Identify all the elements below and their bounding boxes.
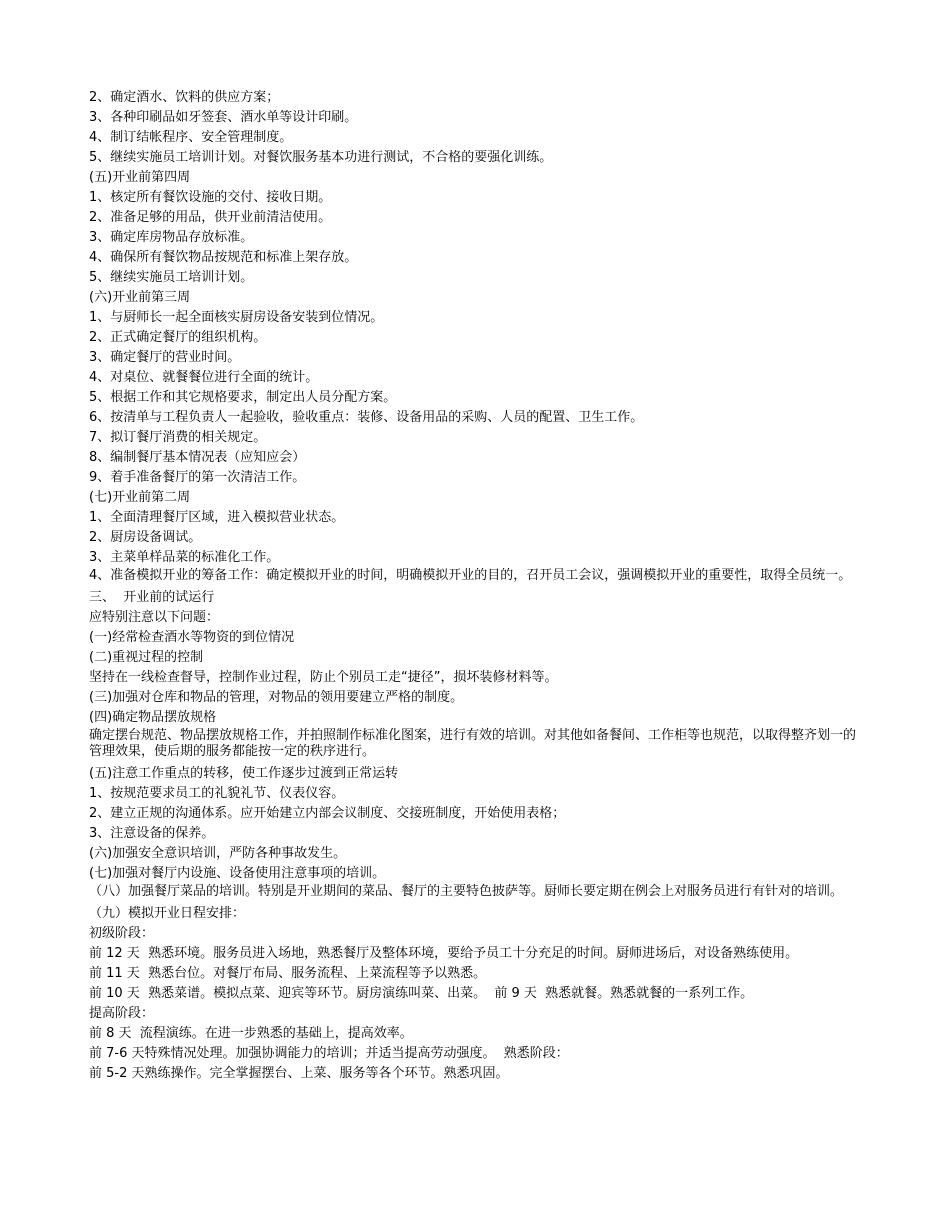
text-line: 前 7-6 天特殊情况处理。加强协调能力的培训；并适当提高劳动强度。 熟悉阶段： (89, 1046, 569, 1061)
section-heading: (七)加强对餐厅内设施、设备使用注意事项的培训。 (89, 866, 386, 881)
text-paragraph: （八）加强餐厅菜品的培训。特别是开业期间的菜品、餐厅的主要特色披萨等。厨师长要定期在例会上对服务员进行有针对的培训。 (89, 884, 844, 899)
text-paragraph: 前 12 天 熟悉环境。服务员进入场地，熟悉餐厅及整体环境，要给予员工十分充足的时间。厨师进场后，对设备熟练使用。 (89, 946, 799, 961)
section-heading: (六)加强安全意识培训，严防各种事故发生。 (89, 846, 347, 861)
text-line: 5、继续实施员工培训计划。 (89, 270, 254, 285)
section-heading: (六)开业前第三周 (89, 290, 191, 305)
text-line: 前 5-2 天熟练操作。完全掌握摆台、上菜、服务等各个环节。熟悉巩固。 (89, 1066, 509, 1081)
text-line: 5、继续实施员工培训计划。对餐饮服务基本功进行测试，不合格的要强化训练。 (89, 150, 553, 165)
text-line: 3、确定库房物品存放标准。 (89, 230, 254, 245)
text-line: 1、与厨师长一起全面核实厨房设备安装到位情况。 (89, 310, 384, 325)
text-line: 9、着手准备餐厅的第一次清洁工作。 (89, 470, 306, 485)
text-line: 4、制订结帐程序、安全管理制度。 (89, 130, 293, 145)
text-line: 7、拟订餐厅消费的相关规定。 (89, 430, 267, 445)
text-line: 1、核定所有餐饮设施的交付、接收日期。 (89, 190, 332, 205)
text-line: 2、建立正规的沟通体系。应开始建立内部会议制度、交接班制度，开始使用表格； (89, 806, 566, 821)
text-line: 2、厨房设备调试。 (89, 530, 202, 545)
section-heading: (二)重视过程的控制 (89, 650, 204, 665)
text-line: 6、按清单与工程负责人一起验收，验收重点：装修、设备用品的采购、人员的配置、卫生工作。 (89, 410, 644, 425)
text-line: 3、注意设备的保养。 (89, 826, 215, 841)
text-line: 3、各种印刷品如牙签套、酒水单等设计印刷。 (89, 110, 358, 125)
text-line: 坚持在一线检查督导，控制作业过程，防止个别员工走“捷径”，损坏装修材料等。 (89, 670, 558, 685)
text-line: 应特别注意以下问题： (89, 610, 220, 625)
section-heading: (七)开业前第二周 (89, 490, 191, 505)
section-heading: (三)加强对仓库和物品的管理，对物品的领用要建立严格的制度。 (89, 690, 464, 705)
text-line: 8、编制餐厅基本情况表（应知应会） (89, 450, 306, 465)
text-line: 4、对桌位、就餐餐位进行全面的统计。 (89, 370, 319, 385)
text-line: 5、根据工作和其它规格要求，制定出人员分配方案。 (89, 390, 397, 405)
text-line: 4、确保所有餐饮物品按规范和标准上架存放。 (89, 250, 358, 265)
text-line: 1、全面清理餐厅区域，进入模拟营业状态。 (89, 510, 345, 525)
text-line: 2、确定酒水、饮料的供应方案； (89, 90, 280, 105)
text-paragraph: 确定摆台规范、物品摆放规格工作，并拍照制作标准化图案，进行有效的培训。对其他如备餐间、工作柜等也规范，以取得整齐划一的管理效果，使后期的服务都能按一定的秩序进行。 (89, 728, 857, 759)
section-heading: (四)确定物品摆放规格 (89, 710, 217, 725)
document-body (89, 88, 861, 1084)
text-line: 前 10 天 熟悉菜谱。模拟点菜、迎宾等环节。厨房演练叫菜、出菜。 前 9 天 熟悉就餐。熟悉就餐的一系列工作。 (89, 986, 754, 1001)
text-line: 前 8 天 流程演练。在进一步熟悉的基础上，提高效率。 (89, 1026, 413, 1041)
section-heading: （九）模拟开业日程安排： (89, 906, 246, 921)
text-line: 初级阶段： (89, 926, 155, 941)
text-line: 3、主菜单样品菜的标准化工作。 (89, 550, 280, 565)
text-line: 3、确定餐厅的营业时间。 (89, 350, 241, 365)
text-line: 提高阶段： (89, 1006, 155, 1021)
text-line: 1、按规范要求员工的礼貌礼节、仪表仪容。 (89, 786, 345, 801)
text-line: 前 11 天 熟悉台位。对餐厅布局、服务流程、上菜流程等予以熟悉。 (89, 966, 487, 981)
section-heading: (一)经常检查酒水等物资的到位情况 (89, 630, 295, 645)
text-line: 2、准备足够的用品，供开业前清洁使用。 (89, 210, 332, 225)
text-paragraph: 4、准备模拟开业的筹备工作：确定模拟开业的时间，明确模拟开业的目的，召开员工会议，强调模拟开业的重要性，取得全员统一。 (89, 568, 852, 583)
chapter-heading: 三、 开业前的试运行 (89, 590, 215, 605)
section-heading: (五)注意工作重点的转移，使工作逐步过渡到正常运转 (89, 766, 399, 781)
section-heading: (五)开业前第四周 (89, 170, 191, 185)
text-line: 2、正式确定餐厅的组织机构。 (89, 330, 267, 345)
